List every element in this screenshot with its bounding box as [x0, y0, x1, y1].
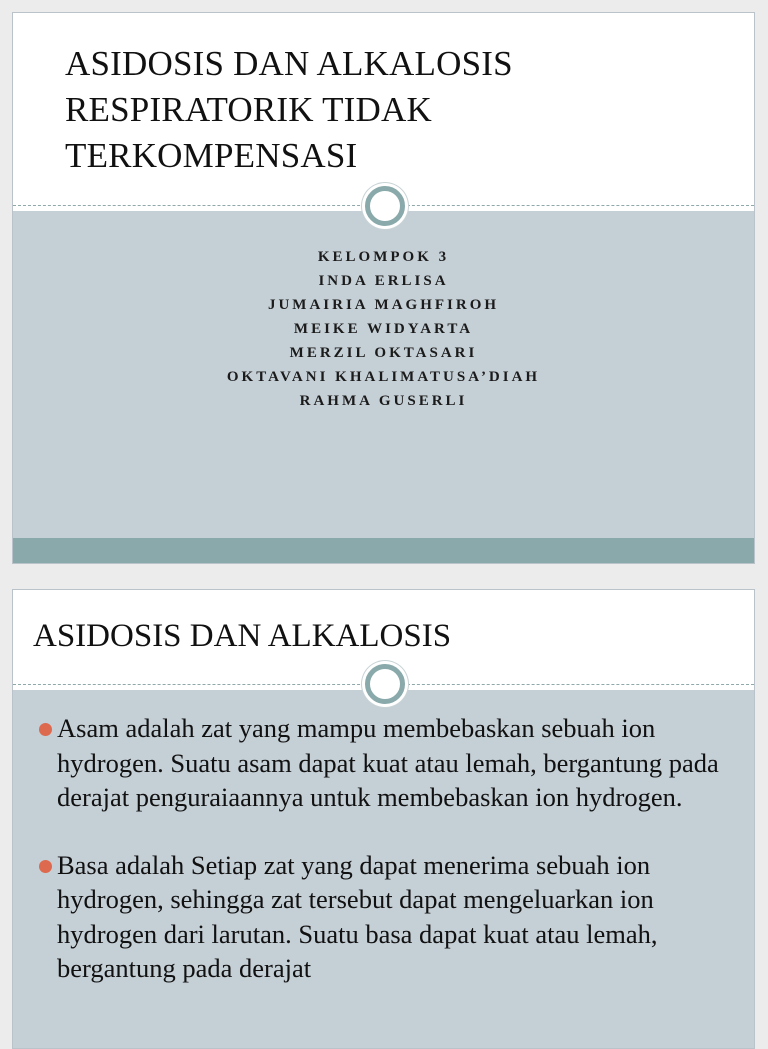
bullet-dot-icon: [39, 860, 52, 873]
member-line: RAHMA GUSERLI: [299, 393, 468, 409]
slide-2: [12, 589, 755, 1049]
member-line: MERZIL OKTASARI: [289, 345, 478, 361]
bottom-band: [13, 538, 754, 564]
title-line: ASIDOSIS DAN ALKALOSIS: [65, 44, 513, 83]
slide-2-title: ASIDOSIS DAN ALKALOSIS: [33, 618, 452, 654]
group-members: [13, 245, 754, 413]
bullet-item: [39, 711, 744, 815]
title-line: TERKOMPENSASI: [65, 136, 358, 175]
bullet-dot-icon: [39, 723, 52, 736]
bullet-text: Asam adalah zat yang mampu membebaskan sebuah ion hydrogen. Suatu asam dapat kuat atau lemah, bergantung pada derajat penguraiaannya untuk membebaskan ion hydrogen.: [57, 713, 719, 812]
slide-1-title: [65, 41, 705, 179]
title-area: [13, 13, 754, 206]
member-line: KELOMPOK 3: [317, 249, 450, 265]
ring-divider-icon: [365, 186, 405, 226]
member-line: INDA ERLISA: [318, 273, 449, 289]
member-line: MEIKE WIDYARTA: [293, 321, 474, 337]
bullet-list: [39, 711, 744, 1019]
title-line: RESPIRATORIK TIDAK: [65, 90, 432, 129]
slide-1: [12, 12, 755, 564]
member-line: OKTAVANI KHALIMATUSA’DIAH: [226, 369, 541, 385]
bullet-item: [39, 848, 744, 986]
bullet-text: Basa adalah Setiap zat yang dapat menerima sebuah ion hydrogen, sehingga zat tersebut dapat mengeluarkan ion hydrogen dari larutan. Suatu basa dapat kuat atau lemah, bergantung pada derajat: [57, 849, 658, 983]
ring-divider-icon: [365, 664, 405, 704]
member-line: JUMAIRIA MAGHFIROH: [267, 297, 500, 313]
